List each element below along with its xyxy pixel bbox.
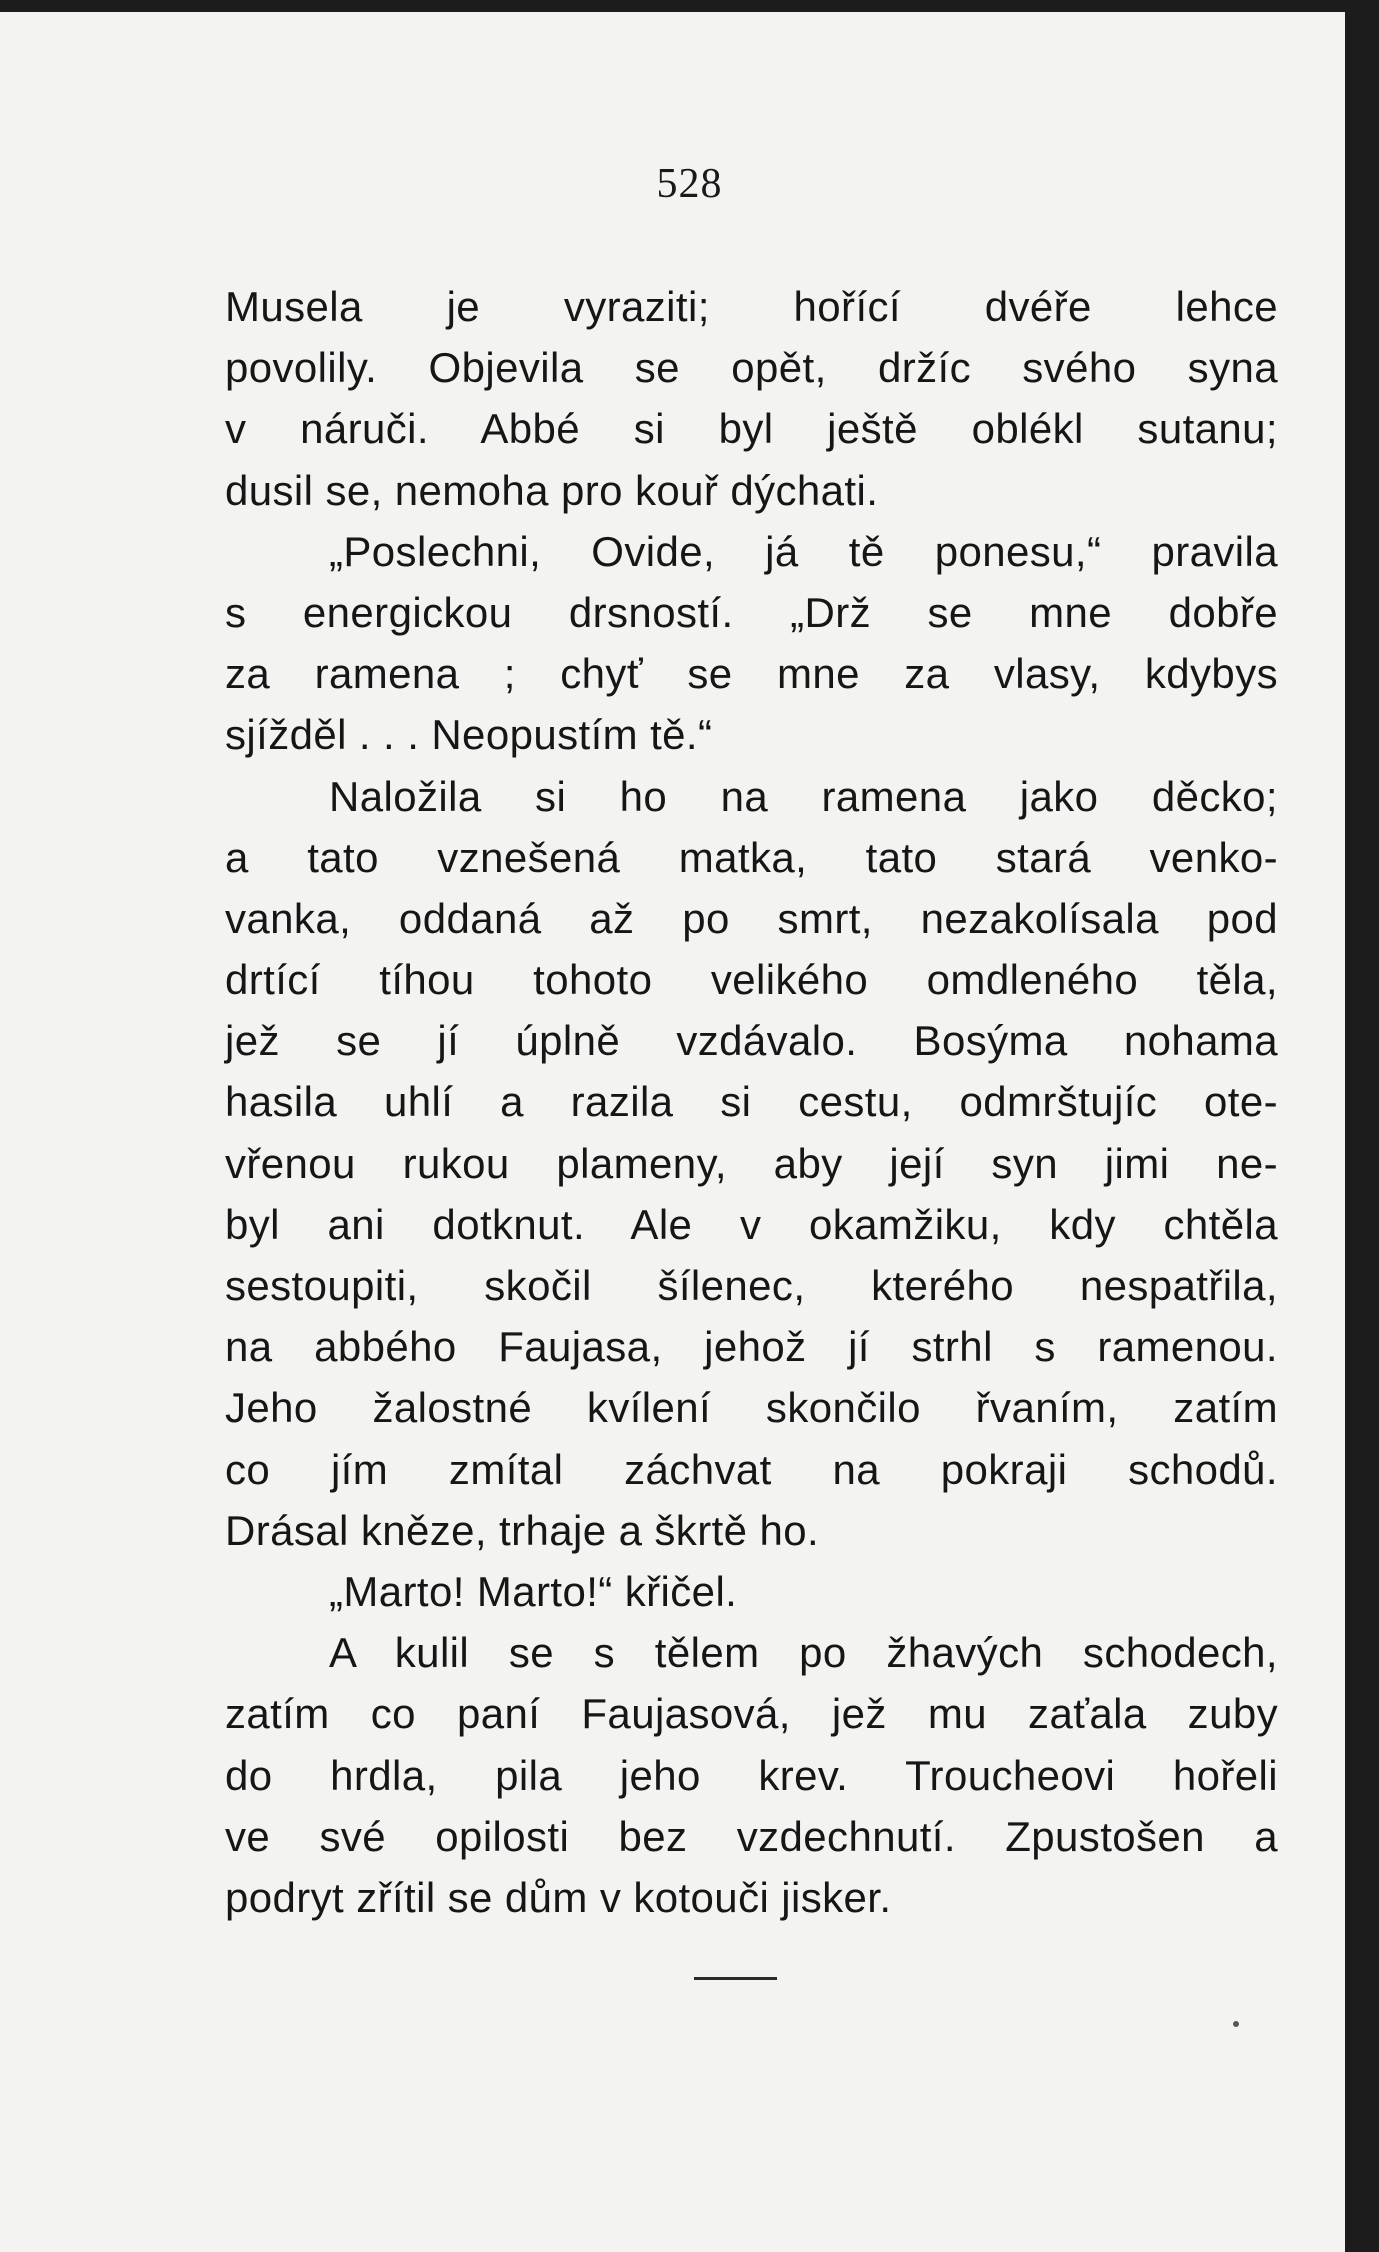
text-line: byl ani dotknut. Ale v okamžiku, kdy chtěla bbox=[225, 1200, 1278, 1248]
text-line: hasila uhlí a razila si cestu, odmrštujíc ote- bbox=[225, 1078, 1278, 1126]
text-line: Drásal kněze, trhaje a škrtě ho. bbox=[225, 1506, 820, 1554]
page-number: 528 bbox=[656, 161, 723, 207]
body-text bbox=[225, 276, 1278, 1928]
text-line: „Poslechni, Ovide, já tě ponesu,“ pravila bbox=[329, 527, 1278, 575]
scan-speck bbox=[1233, 2021, 1239, 2027]
scan-top-border bbox=[0, 0, 1379, 12]
text-line: Jeho žalostné kvílení skončilo řvaním, zatím bbox=[225, 1384, 1278, 1432]
section-end-rule bbox=[694, 1977, 777, 1980]
text-line: vřenou rukou plameny, aby její syn jimi ne- bbox=[225, 1139, 1278, 1187]
text-line: a tato vznešená matka, tato stará venko- bbox=[225, 833, 1278, 881]
text-line: drtící tíhou tohoto velikého omdleného těla, bbox=[225, 956, 1278, 1004]
text-line: A kulil se s tělem po žhavých schodech, bbox=[329, 1629, 1278, 1677]
text-line: povolily. Objevila se opět, držíc svého syna bbox=[225, 344, 1278, 392]
text-line: vanka, oddaná až po smrt, nezakolísala pod bbox=[225, 894, 1278, 942]
text-line: Musela je vyraziti; hořící dvéře lehce bbox=[225, 283, 1278, 330]
text-line: s energickou drsností. „Drž se mne dobře bbox=[225, 588, 1278, 636]
scan-right-border bbox=[1345, 0, 1379, 2252]
text-line: jež se jí úplně vzdávalo. Bosýma nohama bbox=[225, 1017, 1278, 1065]
text-line: v náruči. Abbé si byl ještě oblékl sutanu; bbox=[225, 405, 1278, 453]
text-line: zatím co paní Faujasová, jež mu zaťala zuby bbox=[225, 1690, 1278, 1738]
text-line: ve své opilosti bez vzdechnutí. Zpustošen a bbox=[225, 1812, 1278, 1860]
text-line: dusil se, nemoha pro kouř dýchati. bbox=[225, 466, 879, 514]
text-line: „Marto! Marto!“ křičel. bbox=[329, 1567, 738, 1615]
text-line: za ramena ; chyť se mne za vlasy, kdybys bbox=[225, 650, 1278, 698]
text-line: Naložila si ho na ramena jako děcko; bbox=[329, 772, 1278, 820]
text-line: sestoupiti, skočil šílenec, kterého nespatřila, bbox=[225, 1262, 1278, 1309]
text-line: do hrdla, pila jeho krev. Troucheovi hořeli bbox=[225, 1751, 1278, 1799]
text-line: co jím zmítal záchvat na pokraji schodů. bbox=[225, 1445, 1278, 1493]
text-line: na abbého Faujasa, jehož jí strhl s ramenou. bbox=[225, 1323, 1278, 1371]
text-line: sjížděl . . . Neopustím tě.“ bbox=[225, 711, 713, 759]
text-line: podryt zřítil se dům v kotouči jisker. bbox=[225, 1873, 892, 1921]
